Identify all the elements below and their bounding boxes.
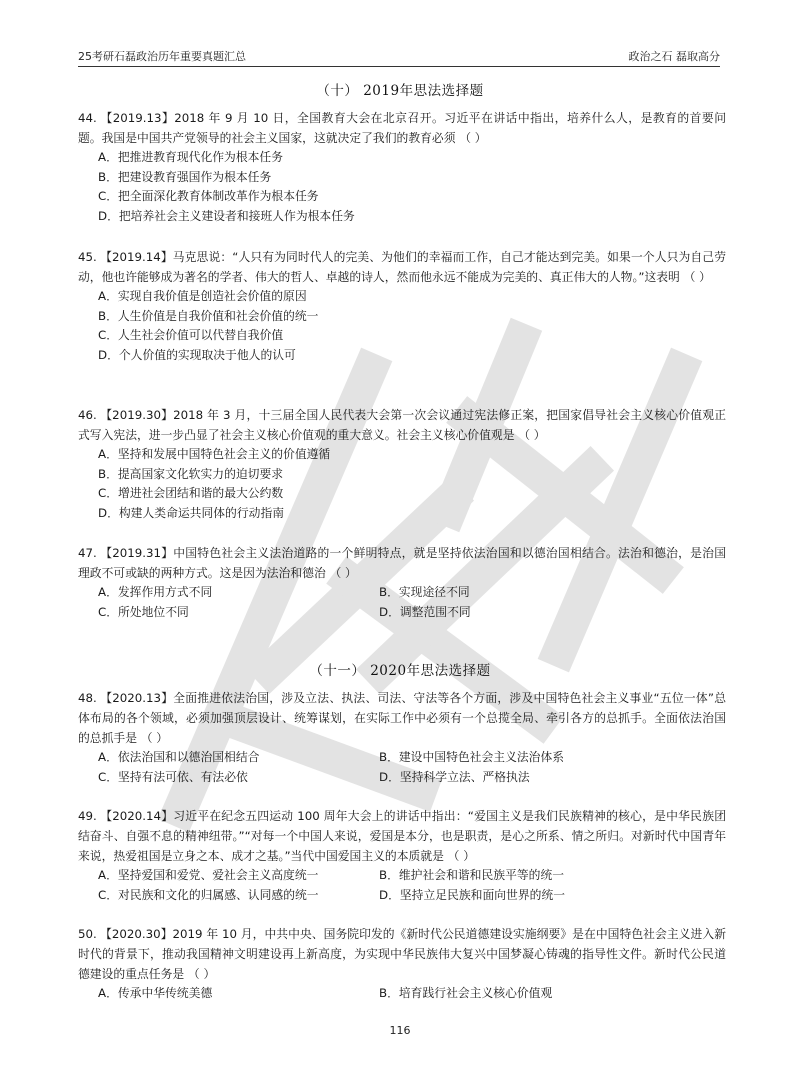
question-stem: 【2020.14】习近平在纪念五四运动 100 周年大会上的讲话中指出：“爱国主义是我们民族精神的核心，是中华民族团结奋斗、自强不息的精神纽带。”“对每一个中国人来说，爱国是本分，也是职责，是心之所系、情之所归。对新时代中国青年来说，热爱祖国是立身之本、成才之基。”当代中国爱国主义的本质就是 （ ） — [78, 809, 726, 863]
question-number: 47. — [78, 546, 97, 560]
option-d: D．个人价值的实现取决于他人的认可 — [98, 347, 296, 362]
question-49 — [78, 806, 726, 905]
option-a: A．把推进教育现代化作为根本任务 — [98, 150, 284, 164]
question-50 — [78, 924, 726, 1004]
option-c: C．把全面深化教育体制改革作为根本任务 — [98, 189, 319, 203]
options-list — [98, 866, 726, 905]
option-b: B．提高国家文化软实力的迫切要求 — [98, 466, 284, 481]
question-45 — [78, 247, 726, 365]
option-b: B．培育践行社会主义核心价值观 — [379, 986, 553, 1000]
question-stem: 【2020.30】2019 年 10 月，中共中央、国务院印发的《新时代公民道德建设实施纲要》是在中国特色社会主义进入新时代的背景下，推动我国精神文明建设再上新高度，为实现中华民族伟大复兴中国梦凝心铸魂的指导性文件。新时代公民道德建设的重点任务是 （ ） — [78, 927, 726, 981]
option-d: D．调整范围不同 — [379, 604, 471, 619]
option-b: B．建设中国特色社会主义法治体系 — [379, 750, 565, 764]
option-d: D．把培养社会主义建设者和接班人作为根本任务 — [98, 208, 355, 223]
question-number: 49. — [78, 809, 97, 823]
question-number: 50. — [78, 927, 97, 941]
question-stem: 【2019.13】2018 年 9 月 10 日，全国教育大会在北京召开。习近平在讲话中指出，培养什么人，是教育的首要问题。我国是中国共产党领导的社会主义国家，这就决定了我们的教育必须 （ ） — [78, 111, 726, 145]
header-right: 政治之石 磊取高分 — [628, 50, 720, 63]
question-stem: 【2019.30】2018 年 3 月，十三届全国人民代表大会第一次会议通过宪法修正案，把国家倡导社会主义核心价值观正式写入宪法，进一步凸显了社会主义核心价值观的重大意义。社会主义核心价值观是 （ ） — [78, 408, 726, 442]
question-number: 45. — [78, 250, 97, 264]
question-46 — [78, 405, 726, 523]
option-c: C．人生社会价值可以代替自我价值 — [98, 328, 284, 342]
question-47 — [78, 543, 726, 622]
header-rule — [78, 66, 720, 67]
option-d: D．构建人类命运共同体的行动指南 — [98, 505, 285, 520]
option-a: A．实现自我价值是创造社会价值的原因 — [98, 289, 307, 303]
section-title: （十） 2019年思法选择题 — [316, 83, 484, 99]
question-number: 46. — [78, 408, 97, 422]
option-a: A．发挥作用方式不同 — [98, 585, 213, 599]
options-list — [98, 984, 726, 1004]
option-d: D．坚持立足民族和面向世界的统一 — [379, 887, 566, 902]
option-b: B．实现途径不同 — [379, 585, 470, 599]
option-c: C．对民族和文化的归属感、认同感的统一 — [98, 887, 319, 902]
question-number: 44. — [78, 111, 97, 125]
option-c: C．坚持有法可依、有法必依 — [98, 769, 248, 784]
option-b: B．维护社会和谐和民族平等的统一 — [379, 868, 565, 882]
option-c: C．增进社会团结和谐的最大公约数 — [98, 486, 284, 500]
option-b: B．人生价值是自我价值和社会价值的统一 — [98, 308, 319, 323]
option-a: A．传承中华传统美德 — [98, 986, 213, 1000]
page-number: 116 — [389, 1024, 411, 1037]
question-stem: 【2019.14】马克思说：“人只有为同时代人的完美、为他们的幸福而工作，自己才能达到完美。如果一个人只为自己劳动，他也许能够成为著名的学者、伟大的哲人、卓越的诗人，然而他永远不能成为完美的、真正伟大的人物。”这表明 （ ） — [78, 250, 726, 284]
section-title: （十一） 2020年思法选择题 — [309, 663, 491, 679]
option-b: B．把建设教育强国作为根本任务 — [98, 169, 272, 184]
options-list — [98, 583, 726, 622]
question-number: 48. — [78, 691, 97, 705]
header-left: 25考研石磊政治历年重要真题汇总 — [78, 50, 246, 63]
option-a: A．坚持和发展中国特色社会主义的价值遵循 — [98, 447, 331, 461]
question-48 — [78, 688, 726, 787]
options-list — [98, 445, 726, 523]
page-header — [78, 48, 720, 64]
options-list — [98, 148, 726, 226]
options-list — [98, 748, 726, 787]
options-list — [98, 287, 726, 365]
option-d: D．坚持科学立法、严格执法 — [379, 769, 530, 784]
option-c: C．所处地位不同 — [98, 604, 189, 619]
question-stem: 【2020.13】全面推进依法治国，涉及立法、执法、司法、守法等各个方面，涉及中国特色社会主义事业“五位一体”总体布局的各个领域，必须加强顶层设计、统筹谋划，在实际工作中必须有一个总揽全局、牵引各方的总抓手。全面依法治国的总抓手是 （ ） — [78, 691, 726, 745]
question-stem: 【2019.31】中国特色社会主义法治道路的一个鲜明特点，就是坚持依法治国和以德治国相结合。法治和德治，是治国理政不可或缺的两种方式。这是因为法治和德治 （ ） — [78, 546, 726, 580]
question-44 — [78, 108, 726, 226]
option-a: A．依法治国和以德治国相结合 — [98, 750, 260, 764]
option-a: A．坚持爱国和爱党、爱社会主义高度统一 — [98, 868, 319, 882]
